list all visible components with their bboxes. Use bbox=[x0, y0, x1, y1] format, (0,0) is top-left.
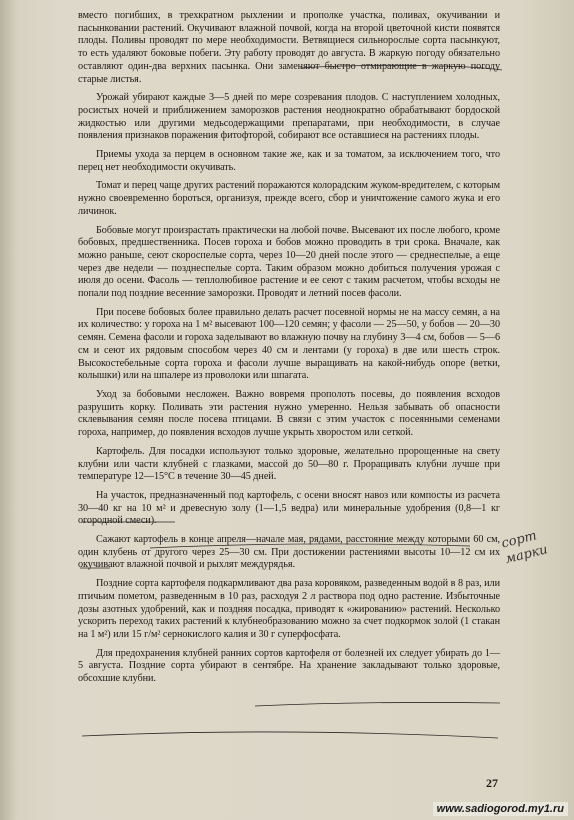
page-number: 27 bbox=[486, 776, 498, 790]
paragraph-potato-planting: Сажают картофель в конце апреля—начале мая, рядами, расстояние между которыми 60 см, один клубень от другого через 25—30 см. При достижении растениями высоты 10—12 см их окучивают влажной почвой и рыхлят междурядья. bbox=[78, 534, 500, 571]
paragraph-legume-seeding: При посеве бобовых более правильно делать расчет посевной нормы не на массу семян, а на их количество: у гороха на 1 м² высевают 100—120 семян; у фасоли — 25—50, у бобов — 20—30 семян. Семена фасоли и гороха заделывают во влажную почву на глубину 3—4 см, бобов — 5—6 см и сеют их рядовым способом через 40 см и лентами (у гороха) в две или шесть строк. Высокостебельные сорта гороха и фасоли лучше выращивать на какой-нибудь опоре (ветки, колышки) или на шпалере из проволоки или шпагата. bbox=[78, 306, 500, 382]
paragraph-potato-storage: Для предохранения клубней ранних сортов картофеля от болезней их следует убирать до 1—5 августа. Поздние сорта убирают в сентябре. На хранение закладывают только здоровые, обсохшие клубни. bbox=[78, 647, 500, 685]
paragraph-potato: Картофель. Для посадки используют только здоровые, желательно пророщенные на свету клубни или части клубней с глазками, массой до 50—80 г. Проращивать клубни лучше при температуре 12—15°С в течение 30—45 дней. bbox=[78, 445, 500, 483]
paragraph-legume-care: Уход за бобовыми несложен. Важно вовремя прополоть посевы, до появления всходов разрушить корку. Поливать эти растения нужно умеренно. Нельзя забывать об опасности склевывания семян после посева птицами. В связи с этим участок с посеянными семенами гороха, например, до появления всходов лучше укрыть хворостом или сеткой. bbox=[78, 388, 500, 439]
paragraph-potato-feeding: Поздние сорта картофеля подкармливают два раза коровяком, разведенным водой в 8 раз, или птичьим пометом, разведенным в 10 раз, расходуя 2 л раствора под одно растение. Избыточные дозы азотных удобрений, как и поздняя посадка, приводят к «жированию» растений. Несколько ускорить переход таких растений к клубнеобразованию можно за счет подкормок золой (1 стакан на 1 м²) или 15 г/м² сернокислого калия и 30 г суперфосфата. bbox=[78, 578, 500, 640]
handwritten-margin-note: сорт марки bbox=[500, 528, 550, 568]
paragraph-colorado-beetle: Томат и перец чаще других растений поражаются колорадским жуком-вредителем, с которым нужно своевременно бороться, организуя, прежде всего, сбор и уничтожение самого жука и его личинок. bbox=[78, 180, 500, 217]
paragraph-harvest: Урожай убирают каждые 3—5 дней по мере созревания плодов. С наступлением холодных, росистых ночей и приближением заморозков растения неоднократно обрабатывают бордоской жидкостью или другими медьсодержащими препаратами, при необходимости, в случае появления признаков поражения фитофторой, собирают все оставшиеся на растениях плоды. bbox=[78, 92, 500, 142]
paragraph-tomato-care: вместо погибших, в трехкратном рыхлении и прополке участка, поливах, окучивании и пасынковании растений. Окучивают влажной почвой, когда на второй цветочной кисти появятся плоды. Поливы проводят по мере необходимости. Ветвящиеся сильнорослые сорта пасынкуют, то есть удаляют боковые побеги. Эту работу проводят до августа. В жаркую погоду обязательно оставляют один-два верхних пасынка. Они заменяют быстро отмирающие в жаркую погоду старые листья. bbox=[78, 10, 500, 85]
paragraph-pepper: Приемы ухода за перцем в основном такие же, как и за томатом, за исключением того, что перец нет необходимости окучивать. bbox=[78, 149, 500, 173]
paragraph-legumes: Бобовые могут произрастать практически на любой почве. Высевают их после любого, кроме бобовых, предшественника. Посев гороха и бобов можно проводить в три срока. Вначале, как можно раньше, сеют скороспелые сорта, через 10—20 дней после этого — среднеспелые, а еще через две недели — позднеспелые сорта. Таким образом можно добиться получения урожая с июля до осени. Фасоль — теплолюбивое растение и ее сеют с таким расчетом, чтобы всходы не попали под поздние весенние заморозки. Проводят и летний посев фасоли. bbox=[78, 224, 500, 300]
site-watermark: www.sadiogorod.my1.ru bbox=[433, 802, 568, 816]
paragraph-potato-fertilizer: На участок, предназначенный под картофель, с осени вносят навоз или компосты из расчета 30—40 кг на 10 м² и древесную золу (1—1,5 ведра) или минеральные удобрения (0,8—1 кг огородной смеси). bbox=[78, 489, 500, 527]
